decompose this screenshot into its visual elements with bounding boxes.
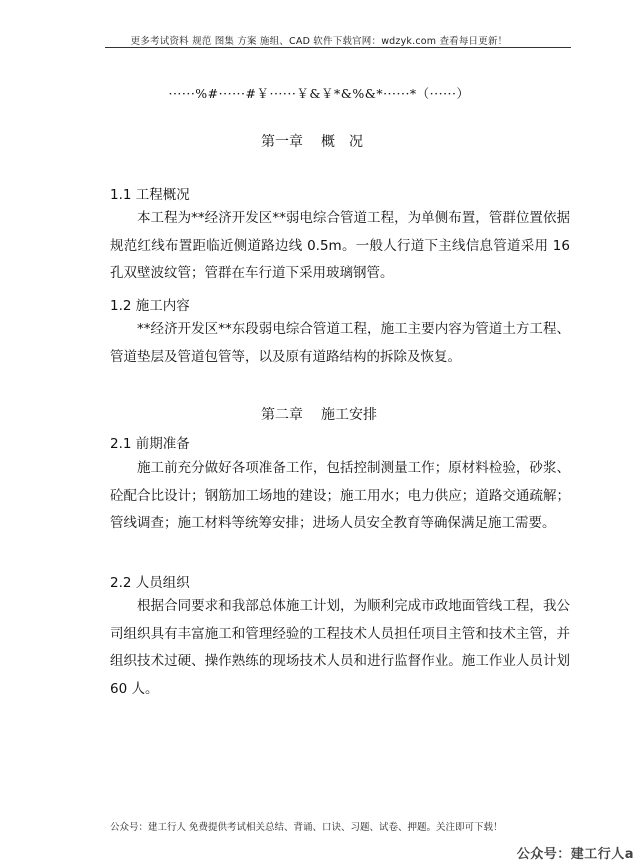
- section-1-1-heading: 1.1 工程概况: [110, 187, 190, 203]
- section-1-2-text: **经济开发区**东段弱电综合管道工程，施工主要内容为管道土方工程、管道垫层及管道包管等，以及原有道路结构的拆除及恢复。: [110, 321, 570, 365]
- section-2-1-heading: 2.1 前期准备: [110, 436, 190, 452]
- chapter-1-title: [0, 131, 638, 151]
- chapter-1-name: 概况: [321, 134, 377, 150]
- page-header: 更多考试资料 规范 图集 方案 施组、CAD 软件下载官网：wdzyk.com 查看每日更新！: [130, 36, 508, 47]
- document-code-line: ······%#······#￥······￥&￥*&%&*······*（······）: [168, 86, 470, 101]
- section-1-2-heading: 1.2 施工内容: [110, 298, 190, 314]
- section-1-2-paragraph: [110, 316, 570, 371]
- section-2-2-text: 根据合同要求和我部总体施工计划，为顺利完成市政地面管线工程，我公司组织具有丰富施工和管理经验的工程技术人员担任项目主管和技术主管，并组织技术过硬、操作熟练的现场技术人员和进行监督作业。施工作业人员计划 60 人。: [110, 598, 570, 697]
- chapter-2-title: [0, 404, 638, 424]
- section-1-1-paragraph: [110, 205, 570, 288]
- section-1-1-text: 本工程为**经济开发区**弱电综合管道工程，为单侧布置，管群位置依据规范红线布置距临近侧道路边线 0.5m。一般人行道下主线信息管道采用 16 孔双壁波纹管；管群在车行道下采用玻璃钢管。: [110, 210, 570, 281]
- section-2-2-heading: 2.2 人员组织: [110, 575, 190, 591]
- section-2-1-text: 施工前充分做好各项准备工作，包括控制测量工作；原材料检验，砂浆、砼配合比设计；钢筋加工场地的建设；施工用水；电力供应；道路交通疏解；管线调查；施工材料等统筹安排；进场人员安全教育等确保满足施工需要。: [110, 460, 570, 531]
- header-divider: [105, 47, 571, 48]
- section-2-1-paragraph: [110, 455, 570, 538]
- chapter-1-number: 第一章: [261, 134, 303, 150]
- watermark-label: 公众号：建工行人a: [516, 847, 634, 862]
- page-footer: 公众号：建工行人 免费提供考试相关总结、背诵、口诀、习题、试卷、押题。关注即可下载！: [110, 822, 503, 833]
- section-2-2-paragraph: [110, 593, 570, 703]
- chapter-2-number: 第二章: [261, 407, 303, 423]
- chapter-2-name: 施工安排: [321, 407, 377, 423]
